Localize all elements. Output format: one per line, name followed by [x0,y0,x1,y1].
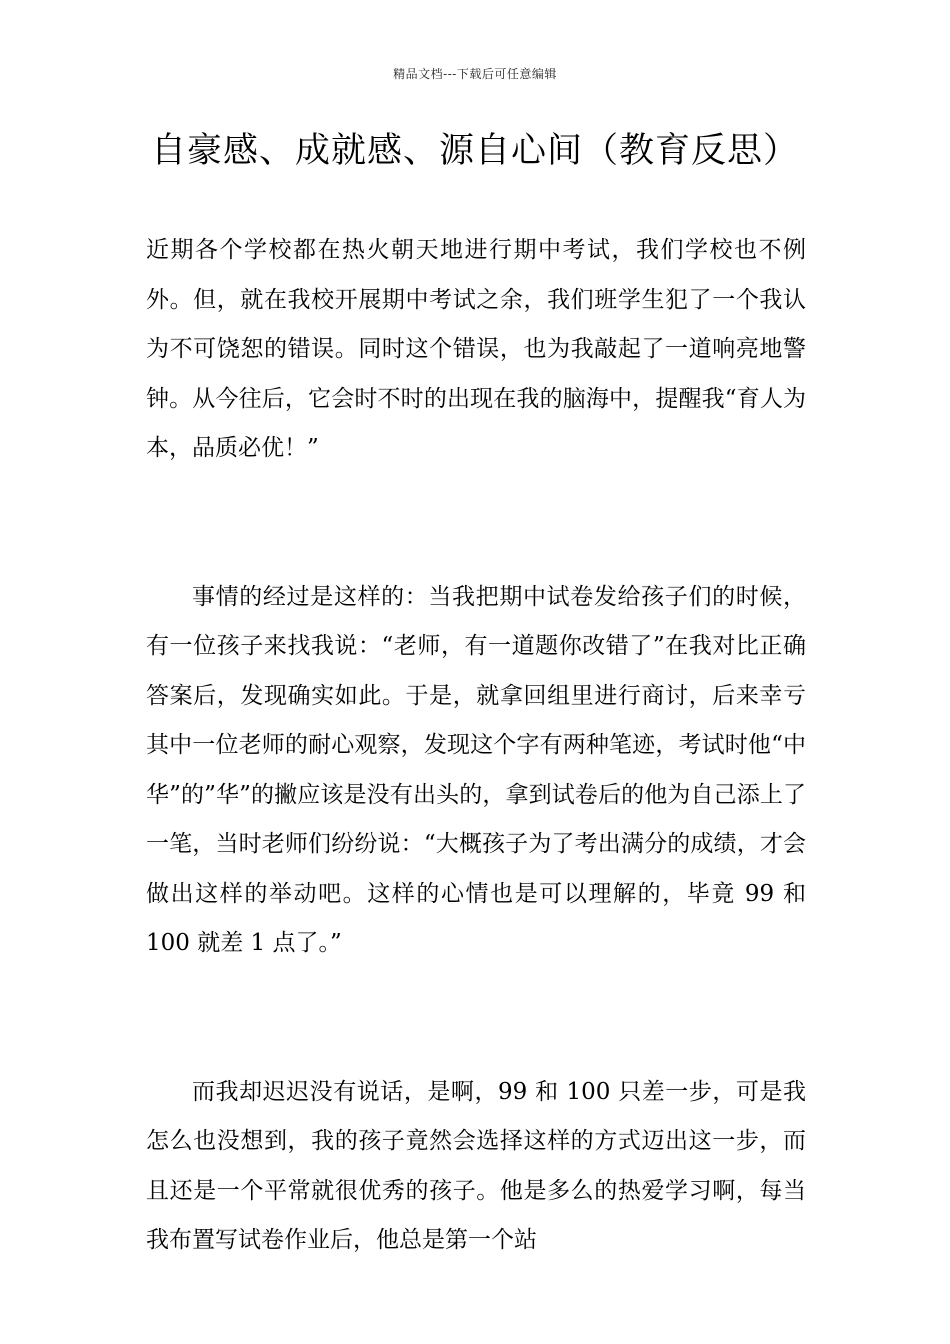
document-title: 自豪感、成就感、源自心间（教育反思） [150,131,799,171]
paragraph-gap [146,969,806,1068]
document-body [146,226,806,1266]
paragraph-1: 近期各个学校都在热火朝天地进行期中考试，我们学校也不例外。但，就在我校开展期中考试之余，我们班学生犯了一个我认为不可饶恕的错误。同时这个错误，也为我敲起了一道响亮地警钟。从今往后，它会时不时的出现在我的脑海中，提醒我“育人为本，品质必优！” [146,237,806,461]
paragraph-2: 事情的经过是这样的：当我把期中试卷发给孩子们的时候，有一位孩子来找我说：“老师，有一道题你改错了”在我对比正确答案后，发现确实如此。于是，就拿回组里进行商讨，后来幸亏其中一位老师的耐心观察，发现这个字有两种笔迹，考试时他“中华”的”华”的撇应该是没有出头的，拿到试卷后的他为自己添上了一笔，当时老师们纷纷说：“大概孩子为了考出满分的成绩，才会做出这样的举动吧。这样的心情也是可以理解的，毕竟 99 和 100 就差 1 点了。” [146,583,806,956]
paragraph-3: 而我却迟迟没有说话，是啊，99 和 100 只差一步，可是我怎么也没想到，我的孩子竟然会选择这样的方式迈出这一步，而且还是一个平常就很优秀的孩子。他是多么的热爱学习啊，每当我布置写试卷作业后，他总是第一个站 [146,1078,806,1253]
paragraph-gap [146,474,806,573]
page-header: 精品文档---下载后可任意编辑 [393,67,557,81]
